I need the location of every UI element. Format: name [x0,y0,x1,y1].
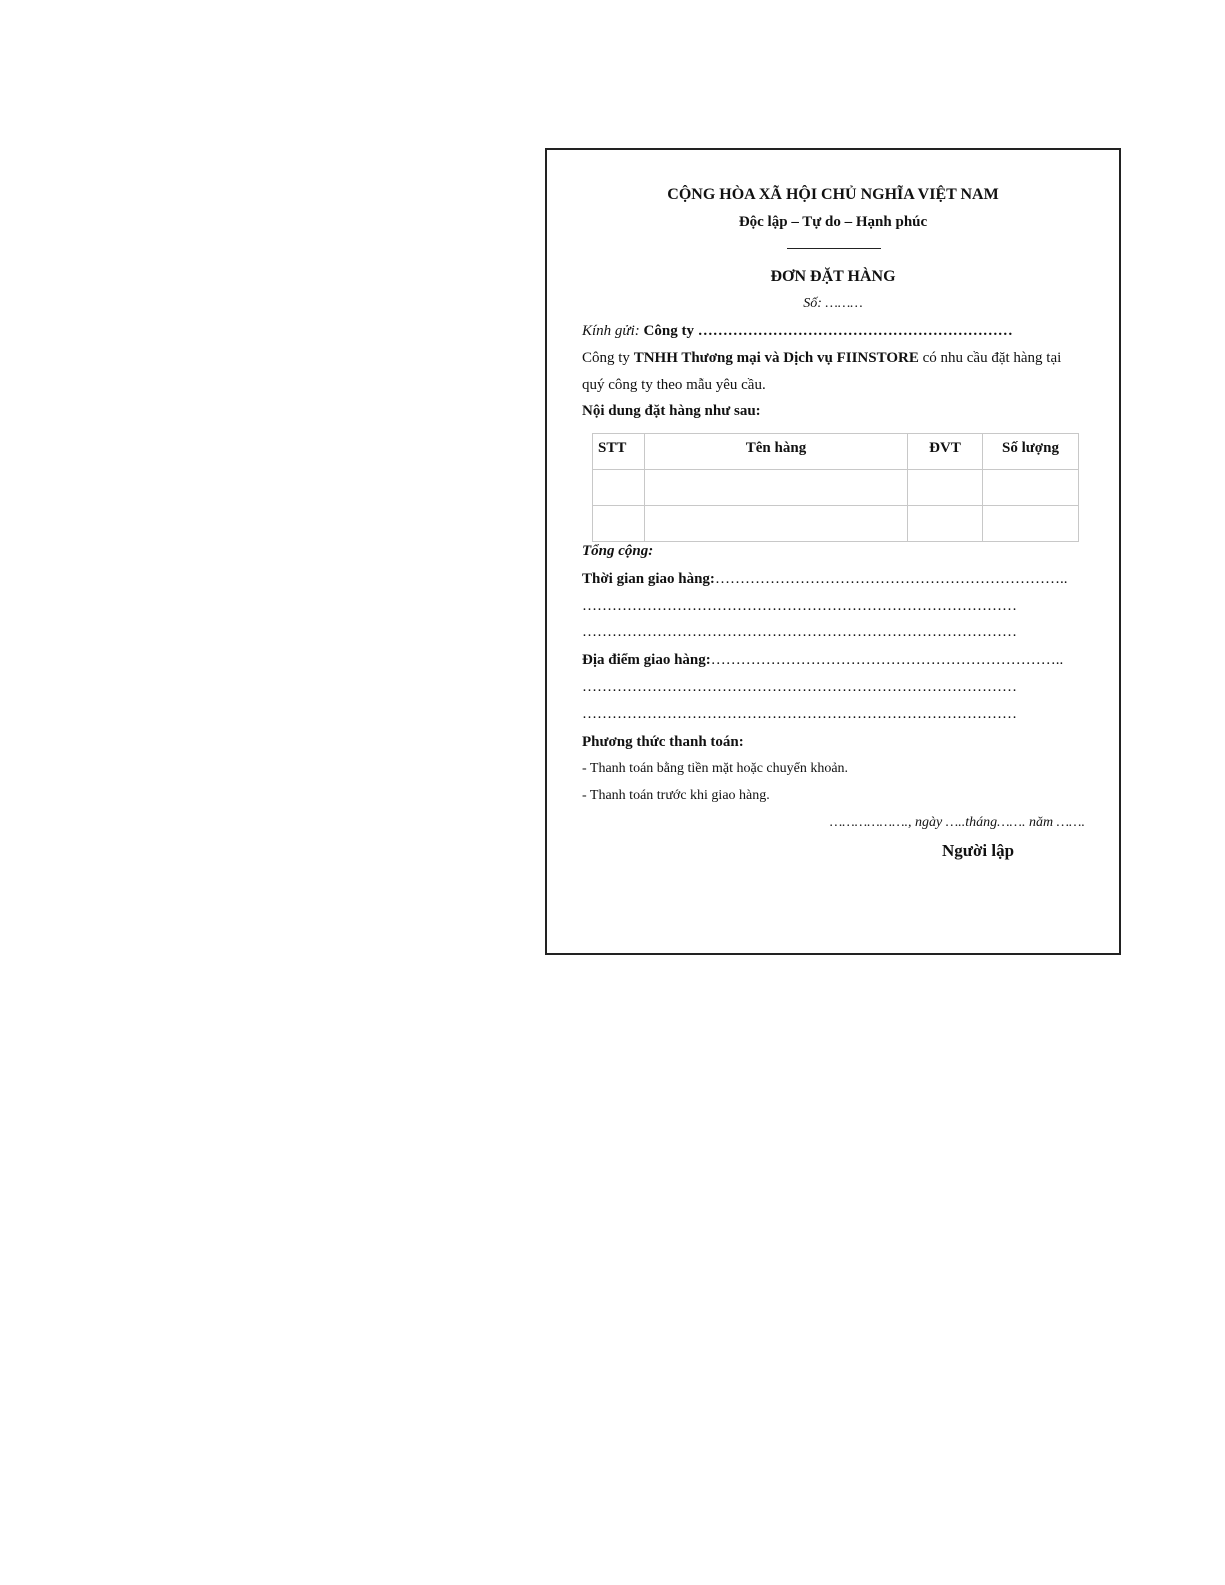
table-cell [908,506,983,542]
delivery-place-dots-inline: …………………………………………………………….. [710,652,1064,668]
delivery-time-line [582,571,1067,588]
document-title: ĐƠN ĐẶT HÀNG [770,268,896,285]
national-title: CỘNG HÒA XÃ HỘI CHỦ NGHĨA VIỆT NAM [667,186,999,203]
date-line: ………………., ngày …..tháng……. năm ……. [829,815,1085,830]
intro-line-2: quý công ty theo mẫu yêu cầu. [582,377,766,393]
table-cell [983,470,1079,506]
column-header-stt: STT [593,434,645,470]
intro-suffix: có nhu cầu đặt hàng tại [918,350,1062,366]
delivery-place-line [582,652,1063,669]
payment-heading: Phương thức thanh toán: [582,734,744,750]
national-motto: Độc lập – Tự do – Hạnh phúc [738,214,928,230]
recipient-line [582,323,1013,340]
delivery-time-dots-line: …………………………………………………………………………… [582,624,1017,640]
table-row [593,470,1079,506]
payment-item: - Thanh toán bằng tiền mặt hoặc chuyển khoản. [582,761,849,776]
content-heading: Nội dung đặt hàng như sau: [582,403,761,419]
recipient-value: Công ty ……………………………………………………… [643,323,1013,339]
delivery-place-dots-line: …………………………………………………………………………… [582,679,1017,695]
table-cell [983,506,1079,542]
table-header-row [593,434,1079,470]
order-form-document [545,148,1121,955]
motto-underline-divider [787,248,881,249]
delivery-time-dots-inline: …………………………………………………………….. [714,571,1068,587]
document-number: Số: ……… [803,296,863,311]
payment-item: - Thanh toán trước khi giao hàng. [582,788,770,803]
delivery-place-dots-line: …………………………………………………………………………… [582,706,1017,722]
delivery-time-dots-line: …………………………………………………………………………… [582,598,1017,614]
column-header-unit: ĐVT [908,434,983,470]
intro-company-name: TNHH Thương mại và Dịch vụ FIINSTORE [633,350,919,366]
table-cell [593,470,645,506]
table-cell [593,506,645,542]
total-label: Tổng cộng: [582,543,654,559]
intro-line-1 [582,350,1061,367]
recipient-label: Kính gửi: [582,323,640,339]
intro-prefix: Công ty [582,350,634,366]
column-header-quantity: Số lượng [983,434,1079,470]
table-cell [645,470,908,506]
order-table [592,433,1079,542]
table-cell [908,470,983,506]
table-row [593,506,1079,542]
column-header-item-name: Tên hàng [645,434,908,470]
delivery-place-label: Địa điểm giao hàng: [582,652,711,668]
signer-label: Người lập [942,841,1015,860]
table-cell [645,506,908,542]
delivery-time-label: Thời gian giao hàng: [582,571,715,587]
